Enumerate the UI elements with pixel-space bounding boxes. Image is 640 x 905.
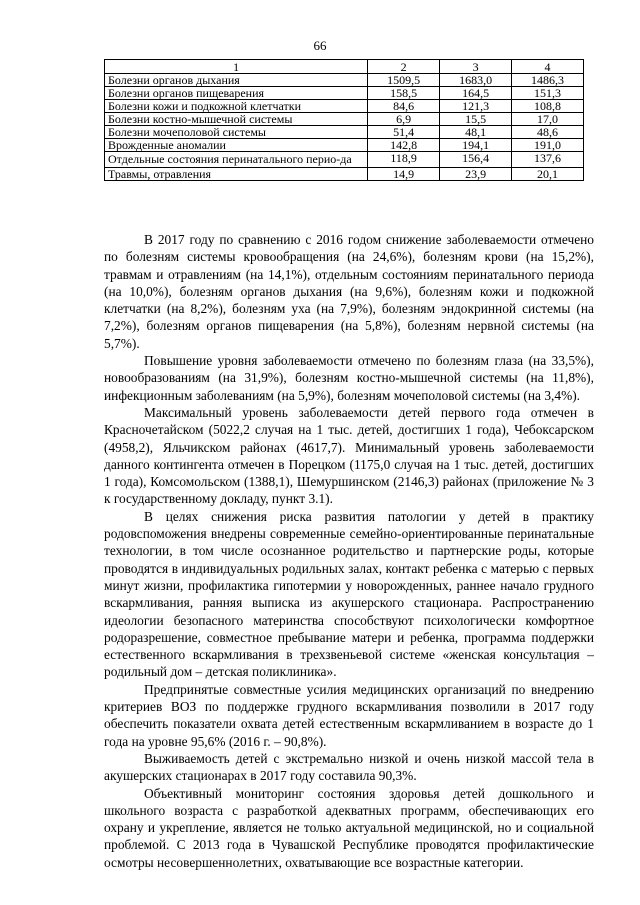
row-value: 121,3 [440,100,512,113]
row-value: 151,3 [512,87,584,100]
table-row [105,100,584,113]
row-label: Травмы, отравления [105,168,368,181]
table-header-row [105,60,584,74]
row-value: 142,8 [368,139,440,152]
table-header-cell: 1 [105,60,368,74]
table-row [105,168,584,181]
table-row [105,139,584,152]
paragraph: В целях снижения риска развития патологии у детей в практику родовспоможения внедрены современные семейно-ориентированные перинатальные технологии, в том числе осознанное родительство и партнерские роды, которые проводятся в индивидуальных родильных залах, контакт ребенка с матерью с первых минут жизни, профилактика гипотермии у новорожденных, раннее начало грудного вскармливания, ранняя выписка из акушерского стационара. Распространению идеологии безопасного материнства способствуют психологически комфортное родоразрешение, совместное пребывание матери и ребенка, программа поддержки естественного вскармливания в трехзвеньевой системе «женская консультация – родильный дом – детская поликлиника». [104,508,594,680]
row-value: 14,9 [368,168,440,181]
row-value: 164,5 [440,87,512,100]
row-value: 1486,3 [512,74,584,87]
row-label: Болезни костно-мышечной системы [105,113,368,126]
row-value: 108,8 [512,100,584,113]
paragraph: Повышение уровня заболеваемости отмечено по болезням глаза (на 33,5%), новообразованиям (на 31,9%), болезням костно-мышечной системы (на 11,8%), инфекционным заболеваниям (на 5,9%), болезням мочеполовой системы (на 3,4%). [104,353,594,403]
table-header-cell: 2 [368,60,440,74]
page-number: 66 [313,38,327,53]
table-row [105,126,584,139]
row-value: 48,1 [440,126,512,139]
row-value: 158,5 [368,87,440,100]
paragraph: Предпринятые совместные усилия медицинских организаций по внедрению критериев ВОЗ по поддержке грудного вскармливания позволили в 2017 году обеспечить показатели охвата детей естественным вскармливанием в возрасте до 1 года на уровне 95,6% (2016 г. – 90,8%). [104,681,594,749]
morbidity-table [104,59,584,181]
row-value: 156,4 [440,152,512,168]
table-row [105,74,584,87]
row-value: 1683,0 [440,74,512,87]
row-value: 6,9 [368,113,440,126]
table-header-cell: 3 [440,60,512,74]
body-text [104,231,594,871]
row-label: Болезни кожи и подкожной клетчатки [105,100,368,113]
row-value: 23,9 [440,168,512,181]
row-value: 20,1 [512,168,584,181]
row-value: 48,6 [512,126,584,139]
row-value: 51,4 [368,126,440,139]
row-value: 15,5 [440,113,512,126]
row-value: 118,9 [368,152,440,168]
row-value: 137,6 [512,152,584,168]
row-label: Болезни органов пищеварения [105,87,368,100]
table-row [105,152,584,168]
row-label: Болезни органов дыхания [105,74,368,87]
row-label: Врожденные аномалии [105,139,368,152]
paragraph: Выживаемость детей с экстремально низкой и очень низкой массой тела в акушерских стационарах в 2017 году составила 90,3%. [104,750,594,784]
table-header-cell: 4 [512,60,584,74]
row-label: Отдельные состояния перинатального перио-да [105,152,368,168]
row-value: 191,0 [512,139,584,152]
paragraph: Максимальный уровень заболеваемости детей первого года отмечен в Красночетайском (5022,2 случая на 1 тыс. детей, достигших 1 года), Чебоксарском (4958,2), Яльчикском районах (4617,7). Минимальный уровень заболеваемости данного контингента отмечен в Порецком (1175,0 случая на 1 тыс. детей, достигших 1 года), Комсомольском (1388,1), Шемуршинском (2146,3) районах (приложение № 3 к государственному докладу, пункт 3.1). [104,404,594,507]
row-label: Болезни мочеполовой системы [105,126,368,139]
table-row [105,87,584,100]
row-value: 1509,5 [368,74,440,87]
paragraph: В 2017 году по сравнению с 2016 годом снижение заболеваемости отмечено по болезням системы кровообращения (на 24,6%), болезням крови (на 15,2%), травмам и отравлениям (на 14,1%), отдельным состояниям перинатального периода (на 10,0%), болезням органов дыхания (на 9,6%), болезням кожи и подкожной клетчатки (на 8,2%), болезням уха (на 7,9%), болезням эндокринной системы (на 7,2%), болезням органов пищеварения (на 5,8%), болезням нервной системы (на 5,7%). [104,232,594,351]
table-row [105,113,584,126]
row-value: 84,6 [368,100,440,113]
row-value: 17,0 [512,113,584,126]
paragraph: Объективный мониторинг состояния здоровья детей дошкольного и школьного возраста с разработкой адекватных программ, обеспечивающих его охрану и укрепление, является не только актуальной медицинской, но и социальной проблемой. С 2013 года в Чувашской Республике проводятся профилактические осмотры несовершеннолетних, охватывающие все возрастные категории. [104,785,594,870]
row-value: 194,1 [440,139,512,152]
